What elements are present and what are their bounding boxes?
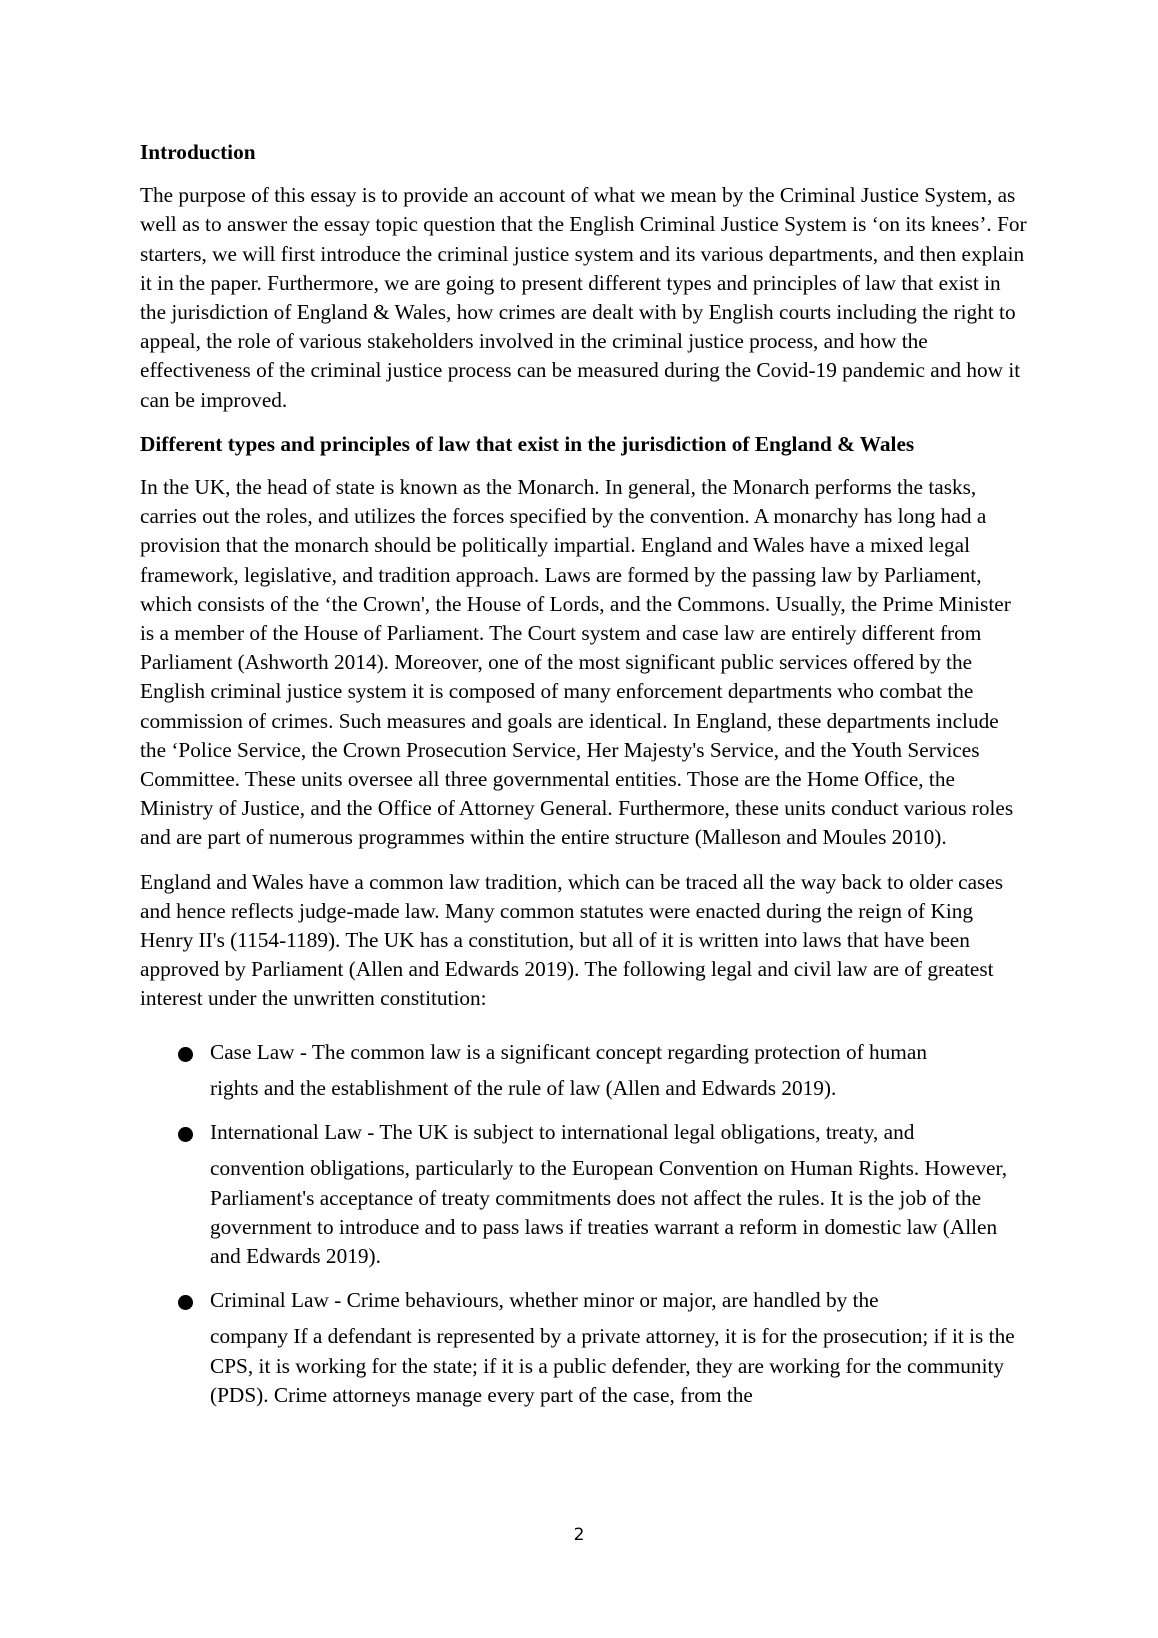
section-heading: Different types and principles of law that exist in the jurisdiction of England & Wales	[140, 431, 915, 456]
page-content	[140, 138, 1030, 1425]
paragraph: The purpose of this essay is to provide an account of what we mean by the Criminal Justice System, as well as to answer the essay topic question that the English Criminal Justice System is ‘on its knees’. For starters, we will first introduce the criminal justice system and its various departments, and then explain it in the paper. Furthermore, we are going to present different types and principles of law that exist in the jurisdiction of England & Wales, how crimes are dealt with by English courts including the right to appeal, the role of various stakeholders involved in the criminal justice process, and how the effectiveness of the criminal justice process can be measured during the Covid-19 pandemic and how it can be improved.	[140, 183, 1027, 412]
bullet-icon	[178, 1047, 193, 1062]
bullet-icon	[178, 1127, 193, 1142]
list-item	[140, 1286, 1030, 1410]
section-heading: Introduction	[140, 140, 256, 164]
list-item-text: rights and the establishment of the rule of law (Allen and Edwards 2019).	[210, 1075, 837, 1100]
paragraph: England and Wales have a common law tradition, which can be traced all the way back to older cases and hence reflects judge-made law. Many common statutes were enacted during the reign of King Henry II's (1154-1189). The UK has a constitution, but all of it is written into laws that have been approved by Parliament (Allen and Edwards 2019). The following legal and civil law are of greatest interest under the unwritten constitution:	[140, 869, 1004, 1011]
bullet-icon	[178, 1295, 193, 1310]
list-item-first-line: Case Law - The common law is a significant concept regarding protection of human	[210, 1039, 927, 1064]
bullet-list	[140, 1038, 1030, 1410]
list-item-text: company If a defendant is represented by a private attorney, it is for the prosecution; if it is the CPS, it is working for the state; if it is a public defender, they are working for the community (PDS). Crime attorneys manage every part of the case, from the	[210, 1324, 1015, 1407]
list-item-first-line: International Law - The UK is subject to international legal obligations, treaty, and	[210, 1120, 915, 1145]
page-number: 2	[573, 1525, 585, 1545]
section-introduction	[140, 138, 1030, 415]
list-item	[140, 1038, 1030, 1103]
list-item	[140, 1118, 1030, 1271]
list-item-first-line: Criminal Law - Crime behaviours, whether minor or major, are handled by the	[210, 1288, 879, 1313]
section-types-of-law	[140, 430, 1030, 1410]
list-item-text: convention obligations, particularly to the European Convention on Human Rights. However, Parliament's acceptance of treaty commitments does not affect the rules. It is the job of the government to introduce and to pass laws if treaties warrant a reform in domestic law (Allen and Edwards 2019).	[210, 1156, 1008, 1268]
paragraph: In the UK, the head of state is known as the Monarch. In general, the Monarch performs the tasks, carries out the roles, and utilizes the forces specified by the convention. A monarchy has long had a provision that the monarch should be politically impartial. England and Wales have a mixed legal framework, legislative, and tradition approach. Laws are formed by the passing law by Parliament, which consists of the ‘the Crown', the House of Lords, and the Commons. Usually, the Prime Minister is a member of the House of Parliament. The Court system and case law are entirely different from Parliament (Ashworth 2014). Moreover, one of the most significant public services offered by the English criminal justice system it is composed of many enforcement departments who combat the commission of crimes. Such measures and goals are identical. In England, these departments include the ‘Police Service, the Crown Prosecution Service, Her Majesty's Service, and the Youth Services Committee. These units oversee all three governmental entities. Those are the Home Office, the Ministry of Justice, and the Office of Attorney General. Furthermore, these units conduct various roles and are part of numerous programmes within the entire structure (Malleson and Moules 2010).	[140, 475, 1014, 850]
